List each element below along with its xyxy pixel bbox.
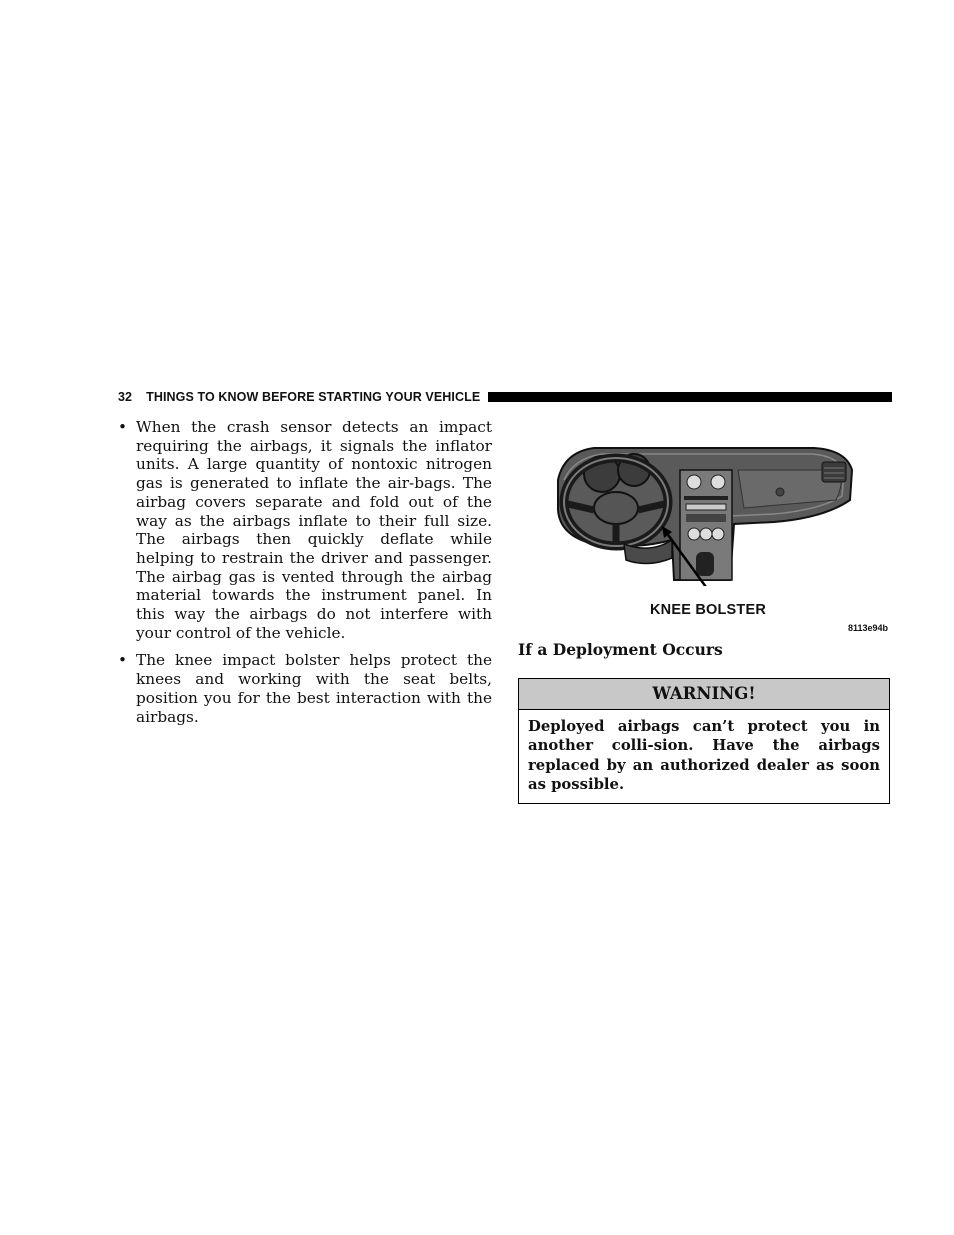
warning-box xyxy=(518,678,890,804)
warning-title: WARNING! xyxy=(519,679,889,710)
bullet-item xyxy=(118,418,492,642)
bullet-text: When the crash sensor detects an impact requiring the airbags, it signals the inflator units. A large quantity of nontoxic nitrogen gas is generated to inflate the air-bags. The airbag covers separate and fold out of the way as the airbags inflate to their full size. The airbags then quickly deflate while helping to restrain the driver and passenger. The airbag gas is vented through the airbag material towards the instrument panel. In this way the airbags do not interfere with your control of the vehicle. xyxy=(136,418,492,642)
bullet-icon: • xyxy=(118,418,128,436)
figure-code: 8113e94b xyxy=(848,623,889,633)
warning-text: Deployed airbags can’t protect you in another colli-sion. Have the airbags replaced by an authorized dealer as soon as possible. xyxy=(528,718,880,794)
left-column xyxy=(118,418,492,735)
section-title: THINGS TO KNOW BEFORE STARTING YOUR VEHICLE xyxy=(146,390,481,404)
figure-label: KNEE BOLSTER xyxy=(650,602,766,618)
dashboard-illustration xyxy=(554,440,854,586)
bullet-icon: • xyxy=(118,651,128,670)
bullet-text: The knee impact bolster helps protect the knees and working with the seat belts, position you for the best interaction with the airbags. xyxy=(136,651,492,726)
page-number: 32 xyxy=(118,390,133,404)
section-subheading: If a Deployment Occurs xyxy=(518,640,723,659)
page-header xyxy=(118,389,892,405)
header-rule xyxy=(488,392,892,402)
bullet-item xyxy=(118,651,492,726)
